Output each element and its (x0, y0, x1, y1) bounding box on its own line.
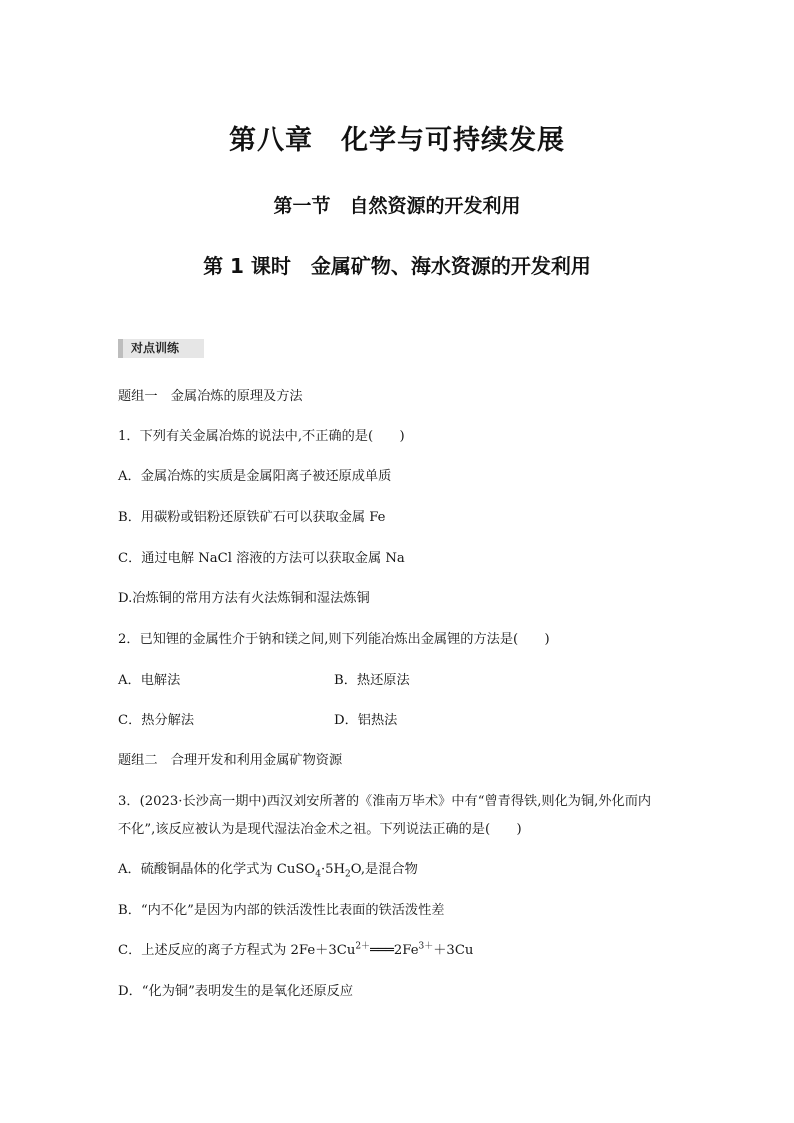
q2-option-c: C．热分解法 (118, 713, 195, 728)
q2-stem: 2．已知锂的金属性介于钠和镁之间,则下列能冶炼出金属锂的方法是( ) (118, 632, 550, 647)
chapter-title: 第八章 化学与可持续发展 (229, 125, 565, 156)
q1-option-a: A．金属冶炼的实质是金属阳离子被还原成单质 (118, 469, 392, 484)
q2-option-b: B．热还原法 (334, 673, 410, 688)
lesson-title: 第 1 课时 金属矿物、海水资源的开发利用 (203, 254, 591, 278)
section-title: 第一节 自然资源的开发利用 (273, 195, 521, 217)
group1-heading: 题组一 金属冶炼的原理及方法 (118, 389, 303, 404)
q3-stem-line1: 3．(2023·长沙高一期中)西汉刘安所著的《淮南万毕术》中有“曾青得铁,则化为铜,外化而内 (118, 794, 652, 809)
q3-option-d: D．“化为铜”表明发生的是氧化还原反应 (118, 984, 354, 999)
q3-option-c: C．上述反应的离子方程式为 $2Fe+3Cu^{2+}═══2Fe^{3+}+3Cu$ (118, 941, 474, 958)
q2-option-d: D．铝热法 (334, 713, 398, 728)
practice-badge: 对点训练 (118, 339, 204, 358)
q3-option-b: B．“内不化”是因为内部的铁活泼性比表面的铁活泼性差 (118, 903, 445, 918)
q1-option-b: B．用碳粉或铝粉还原铁矿石可以获取金属 Fe (118, 510, 386, 525)
q3-stem-line2: 不化”,该反应被认为是现代湿法冶金术之祖。下列说法正确的是( ) (118, 822, 522, 837)
group2-heading: 题组二 合理开发和利用金属矿物资源 (118, 753, 343, 768)
q2-option-a: A．电解法 (118, 673, 181, 688)
q1-option-c: C．通过电解 NaCl 溶液的方法可以获取金属 Na (118, 551, 405, 566)
q1-stem: 1．下列有关金属冶炼的说法中,不正确的是( ) (118, 429, 405, 444)
q1-option-d: D.冶炼铜的常用方法有火法炼铜和湿法炼铜 (118, 591, 370, 606)
q3-option-a: A．硫酸铜晶体的化学式为 $CuSO_4\cdot 5H_2O$,是混合物 (118, 862, 418, 880)
